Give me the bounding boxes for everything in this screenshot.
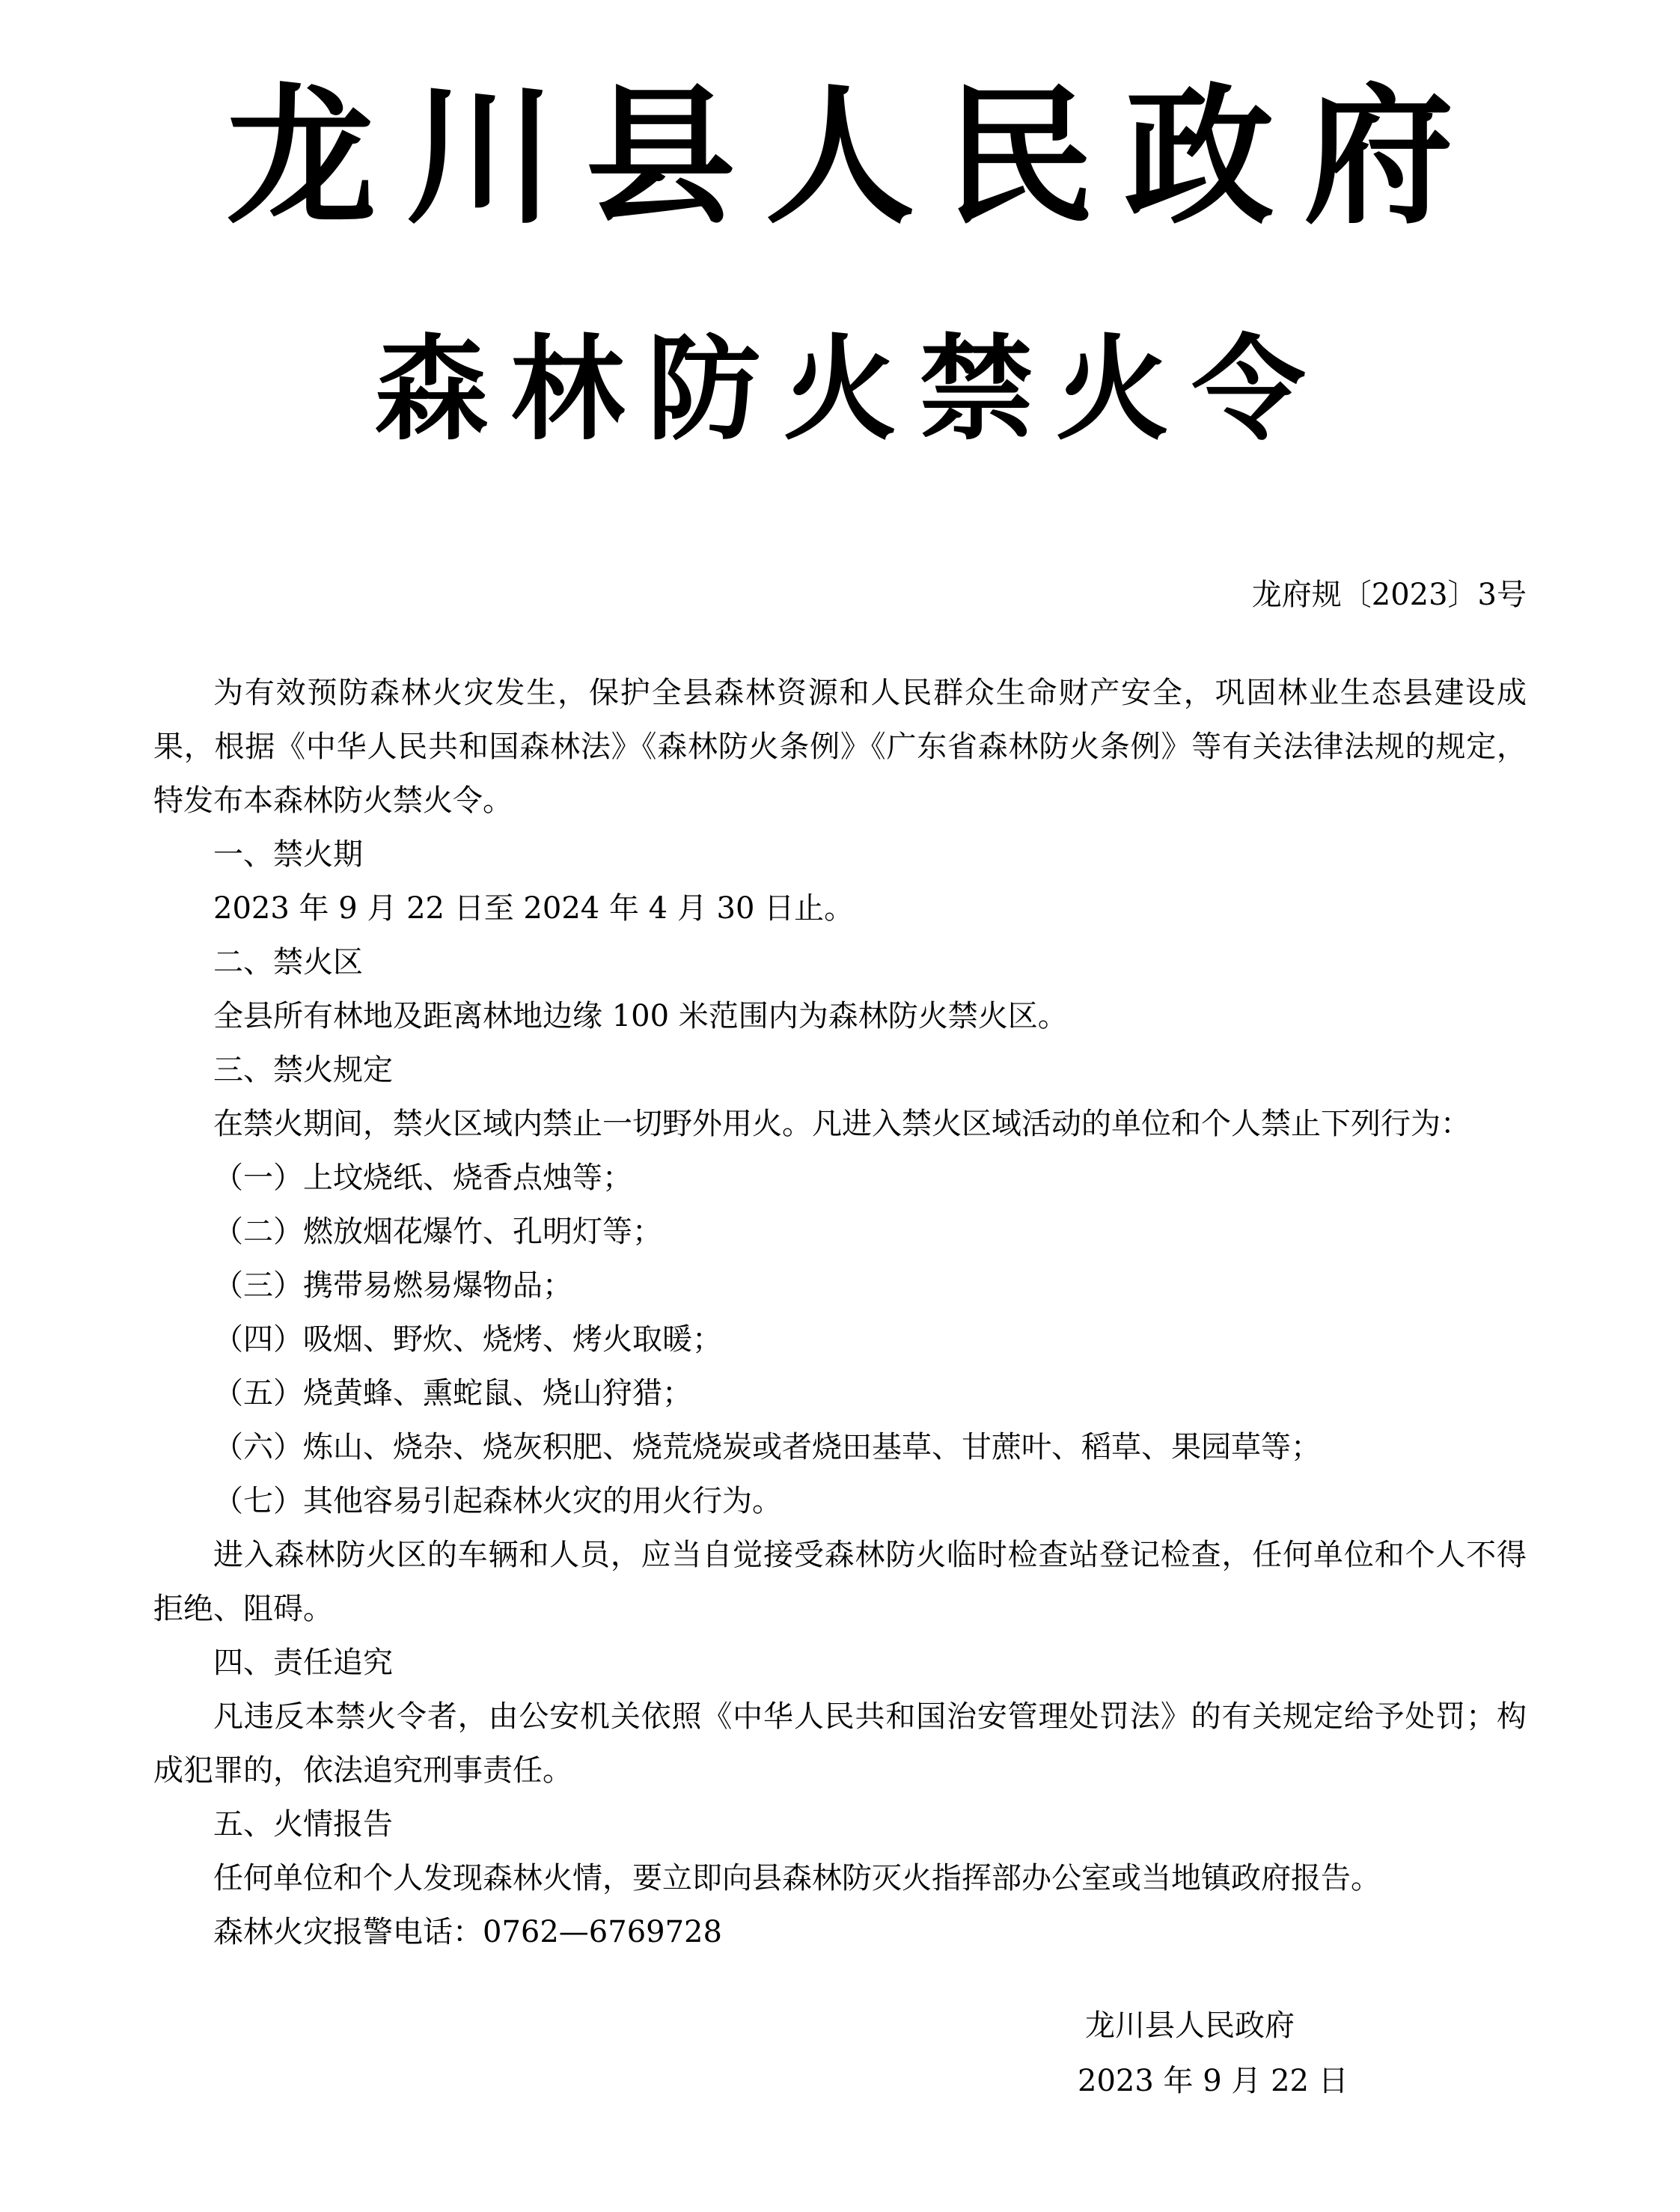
signature-organization: 龙川县人民政府 [1085, 2008, 1295, 2043]
issuer-title: 龙川县人民政府 [226, 69, 1484, 245]
document-number: 龙府规〔2023〕3号 [1251, 578, 1527, 612]
section-heading-fire-ban-zone: 二、禁火区 [213, 945, 363, 980]
list-item: （六）炼山、烧杂、烧灰积肥、烧荒烧炭或者烧田基草、甘蔗叶、稻草、果园草等； [213, 1430, 1321, 1464]
list-item: （三）携带易燃易爆物品； [213, 1268, 572, 1303]
fire-ban-zone-text: 全县所有林地及距离林地边缘 100 米范围内为森林防火禁火区。 [213, 999, 1068, 1033]
fire-ban-rules-text: 在禁火期间，禁火区域内禁止一切野外用火。凡进入禁火区域活动的单位和个人禁止下列行为： [213, 1107, 1470, 1141]
liability-text: 凡违反本禁火令者，由公安机关依照《中华人民共和国治安管理处罚法》的有关规定给予处罚；构成犯罪的，依法追究刑事责任。 [153, 1699, 1527, 1788]
fire-report-text: 任何单位和个人发现森林火情，要立即向县森林防灭火指挥部办公室或当地镇政府报告。 [213, 1861, 1381, 1895]
section-heading-fire-ban-rules: 三、禁火规定 [213, 1053, 393, 1087]
fire-ban-period-text: 2023 年 9 月 22 日至 2024 年 4 月 30 日止。 [213, 891, 855, 926]
list-item: （五）烧黄蜂、熏蛇鼠、烧山狩猎； [213, 1376, 692, 1411]
list-item: （四）吸烟、野炊、烧烤、烤火取暖； [213, 1322, 722, 1357]
list-item: （一）上坟烧纸、烧香点烛等； [213, 1161, 632, 1195]
intro-paragraph: 为有效预防森林火灾发生，保护全县森林资源和人民群众生命财产安全，巩固林业生态县建设成果，根据《中华人民共和国森林法》《森林防火条例》《广东省森林防火条例》等有关法律法规的规定，特发布本森林防火禁火令。 [153, 676, 1527, 818]
section-heading-liability: 四、责任追究 [213, 1646, 393, 1680]
document-title: 森林防火禁火令 [374, 322, 1328, 456]
section-heading-fire-ban-period: 一、禁火期 [213, 837, 363, 872]
list-item: （七）其他容易引起森林火灾的用火行为。 [213, 1484, 782, 1518]
list-item: （二）燃放烟花爆竹、孔明灯等； [213, 1215, 662, 1249]
inspection-paragraph: 进入森林防火区的车辆和人员，应当自觉接受森林防火临时检查站登记检查，任何单位和个人不得拒绝、阻碍。 [153, 1538, 1527, 1626]
section-heading-fire-report: 五、火情报告 [213, 1807, 393, 1842]
signature-date: 2023 年 9 月 22 日 [1078, 2064, 1348, 2098]
fire-hotline: 森林火灾报警电话：0762—6769728 [213, 1915, 722, 1949]
signature-block [1078, 1998, 1348, 2109]
document-body [153, 666, 1527, 1959]
